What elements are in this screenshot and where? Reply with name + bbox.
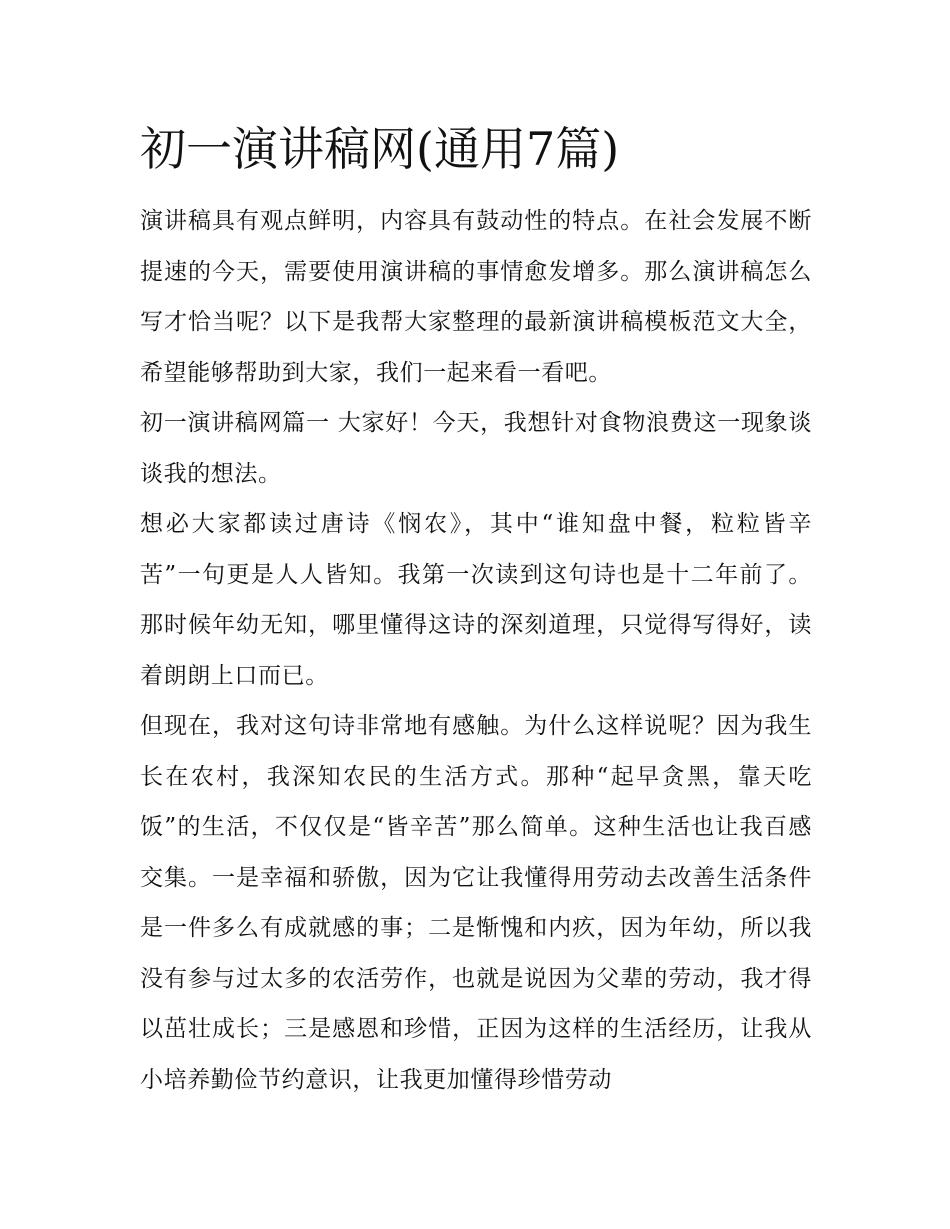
- paragraph-reflection: 但现在，我对这句诗非常地有感触。为什么这样说呢？因为我生长在农村，我深知农民的生活方式。那种“起早贪黑，靠天吃饭”的生活，不仅仅是“皆辛苦”那么简单。这种生活也让我百感交集。一是幸福和骄傲，因为它让我懂得用劳动去改善生活条件是一件多么有成就感的事；二是惭愧和内疚，因为年幼，所以我没有参与过太多的农活劳作，也就是说因为父辈的劳动，我才得以茁壮成长；三是感恩和珍惜，正因为这样的生活经历，让我从小培养勤俭节约意识，让我更加懂得珍惜劳动: [140, 713, 812, 1093]
- paragraph-poem: 想必大家都读过唐诗《悯农》，其中“谁知盘中餐，粒粒皆辛苦”一句更是人人皆知。我第一次读到这句诗也是十二年前了。那时候年幼无知，哪里懂得这诗的深刻道理，只觉得写得好，读着朗朗上口而已。: [140, 511, 812, 689]
- document-title: 初一演讲稿网(通用7篇): [140, 122, 620, 176]
- document-page: [140, 118, 812, 1105]
- document-body: [140, 196, 812, 1105]
- paragraph-intro: 演讲稿具有观点鲜明，内容具有鼓动性的特点。在社会发展不断提速的今天，需要使用演讲稿的事情愈发增多。那么演讲稿怎么写才恰当呢？以下是我帮大家整理的最新演讲稿模板范文大全，希望能够帮助到大家，我们一起来看一看吧。: [140, 208, 812, 386]
- paragraph-speech-opening: 初一演讲稿网篇一 大家好！今天，我想针对食物浪费这一现象谈谈我的想法。: [140, 410, 812, 487]
